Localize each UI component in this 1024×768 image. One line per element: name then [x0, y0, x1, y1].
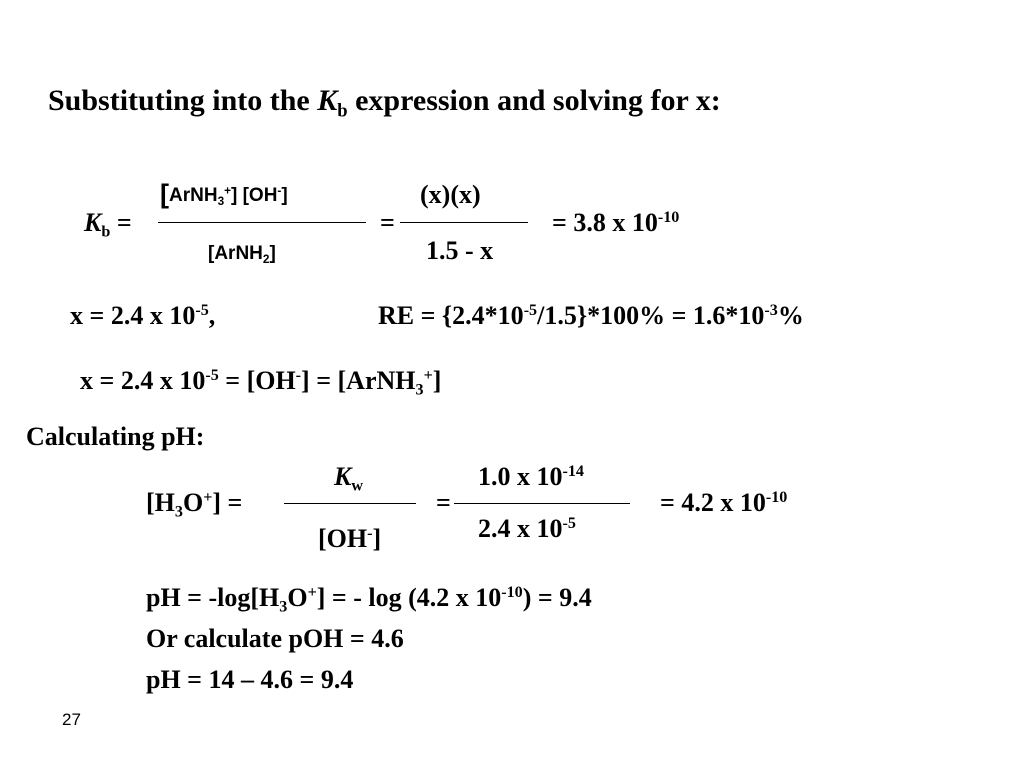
relative-error: RE = $\{2.4*10^{-5}/1.5\}*100\% = 1.6*10^{-3}\%$: [378, 301, 804, 330]
page-number: 27: [62, 710, 81, 729]
x-value: x = 2.4 x $10^{-5}$,: [70, 301, 216, 330]
x-equals-concentrations: x = 2.4 x $10^{-5} = [OH^-]$ = [ArNH$_3$+]: [80, 366, 442, 399]
slide-title: Substituting into the $K_b$ expression and solving for x:: [48, 84, 721, 122]
kb-numerator: [ArNH$_3$+] [OH-]: [160, 179, 288, 209]
h3o-result: = 4.2 x $10^{-10}$: [660, 488, 788, 517]
kw-numerator: $K_w$: [334, 462, 363, 495]
kw-value-numerator: 1.0 x $10^{-14}$: [478, 462, 584, 491]
ph-heading: Calculating pH:: [26, 422, 205, 451]
kb-denominator: [ArNH$_2$]: [208, 243, 276, 267]
kb-symbol: $K_b$ =: [84, 208, 132, 241]
oh-denominator: [OH-]: [318, 524, 382, 553]
kb-denominator-2: 1.5 - x: [426, 236, 494, 265]
ph-line-2: Or calculate pOH = 4.6: [146, 624, 404, 653]
ph-line-1: pH = $-\log[H_3O^+]$ = - log (4.2 x $10^{-10}) = 9.4$: [146, 583, 592, 616]
h3o-fraction-bar-2: [454, 503, 630, 504]
h3o-lhs: $[H_3O^+]$ =: [146, 488, 243, 521]
kb-result: = 3.8 x $10^{-10}$: [552, 208, 680, 237]
h3o-fraction-bar: [284, 503, 416, 504]
ph-line-3: pH = 14 – 4.6 = 9.4: [146, 665, 354, 694]
oh-value-denominator: 2.4 x $10^{-5}$: [478, 514, 576, 543]
h3o-equals-2: =: [436, 488, 451, 517]
kb-fraction-bar-2: [400, 222, 528, 223]
kb-numerator-2: (x)(x): [420, 180, 481, 209]
kb-fraction-bar: [158, 222, 366, 223]
kb-equals-2: =: [380, 208, 395, 237]
